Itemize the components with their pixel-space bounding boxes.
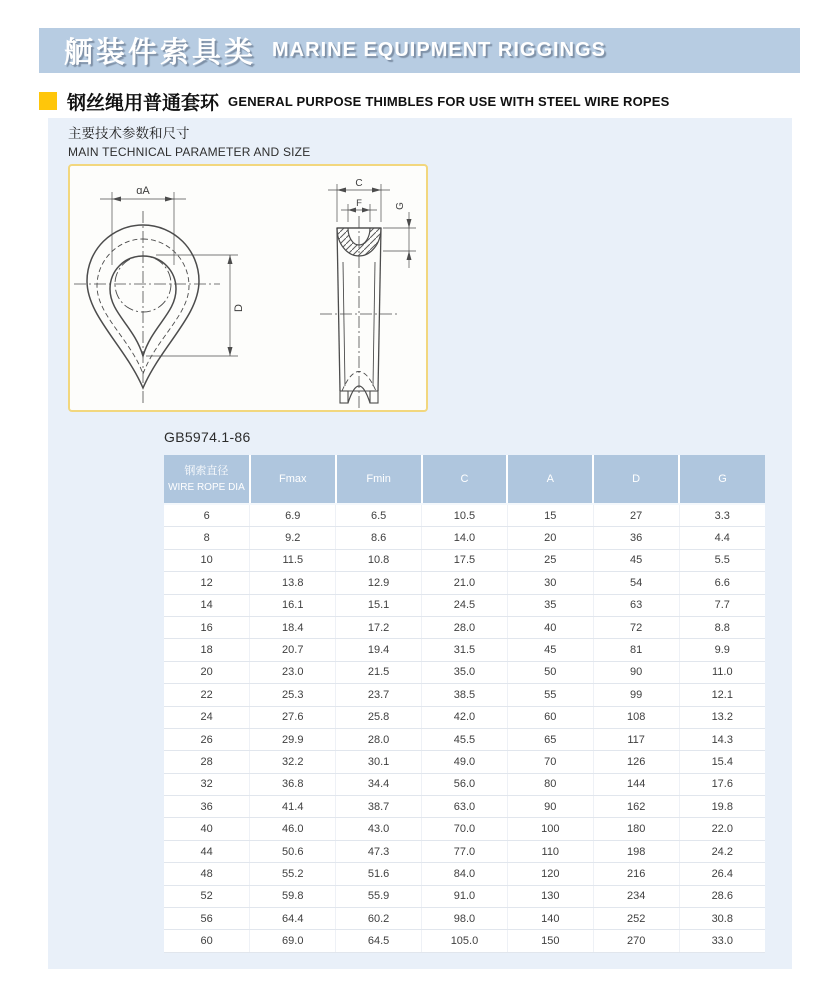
dim-label-aA: ɑA: [136, 185, 150, 197]
section-label-en: MAIN TECHNICAL PARAMETER AND SIZE: [68, 144, 311, 159]
table-cell: 14.3: [679, 728, 765, 750]
dim-label-F: F: [356, 198, 362, 209]
table-cell: 44: [164, 840, 250, 862]
table-cell: 30: [507, 572, 593, 594]
table-cell: 77.0: [422, 840, 508, 862]
table-cell: 22.0: [679, 818, 765, 840]
table-cell: 45: [593, 549, 679, 571]
table-cell: 32.2: [250, 751, 336, 773]
table-cell: 52: [164, 885, 250, 907]
table-cell: 10.5: [422, 504, 508, 527]
table-cell: 36.8: [250, 773, 336, 795]
table-cell: 25: [507, 549, 593, 571]
table-cell: 8.6: [336, 527, 422, 549]
table-cell: 22: [164, 684, 250, 706]
table-cell: 56.0: [422, 773, 508, 795]
table-cell: 6.6: [679, 572, 765, 594]
thimble-technical-drawing: [70, 166, 426, 410]
dim-label-G: G: [395, 202, 406, 210]
section-label-zh: 主要技术参数和尺寸: [68, 126, 190, 141]
table-row: [164, 930, 765, 952]
table-cell: 28.0: [336, 728, 422, 750]
table-cell: 5.5: [679, 549, 765, 571]
table-cell: 38.7: [336, 796, 422, 818]
table-cell: 27: [593, 504, 679, 527]
table-cell: 23.0: [250, 661, 336, 683]
table-row: [164, 818, 765, 840]
table-cell: 48: [164, 863, 250, 885]
table-cell: 15: [507, 504, 593, 527]
table-cell: 56: [164, 908, 250, 930]
table-cell: 20: [164, 661, 250, 683]
table-cell: 40: [164, 818, 250, 840]
table-cell: 26: [164, 728, 250, 750]
table-cell: 31.5: [422, 639, 508, 661]
table-cell: 10: [164, 549, 250, 571]
table-cell: 25.3: [250, 684, 336, 706]
table-cell: 55: [507, 684, 593, 706]
table-cell: 60.2: [336, 908, 422, 930]
section-label: [68, 126, 310, 160]
table-cell: 8.8: [679, 616, 765, 638]
table-cell: 20: [507, 527, 593, 549]
table-cell: 110: [507, 840, 593, 862]
table-cell: 117: [593, 728, 679, 750]
table-cell: 28: [164, 751, 250, 773]
table-cell: 63: [593, 594, 679, 616]
table-cell: 80: [507, 773, 593, 795]
table-cell: 43.0: [336, 818, 422, 840]
table-cell: 234: [593, 885, 679, 907]
table-cell: 12.1: [679, 684, 765, 706]
table-cell: 46.0: [250, 818, 336, 840]
table-cell: 72: [593, 616, 679, 638]
col-header-a: A: [507, 455, 593, 504]
table-cell: 15.4: [679, 751, 765, 773]
table-cell: 28.6: [679, 885, 765, 907]
table-row: [164, 639, 765, 661]
page-title-en: MARINE EQUIPMENT RIGGINGS: [272, 39, 606, 61]
table-cell: 21.0: [422, 572, 508, 594]
table-cell: 64.5: [336, 930, 422, 952]
table-cell: 60: [164, 930, 250, 952]
table-cell: 35.0: [422, 661, 508, 683]
table-cell: 29.9: [250, 728, 336, 750]
page-title-zh: 舾装件索具类: [64, 37, 257, 69]
table-row: [164, 885, 765, 907]
table-cell: 105.0: [422, 930, 508, 952]
table-cell: 60: [507, 706, 593, 728]
dim-label-D: D: [233, 304, 245, 312]
table-cell: 51.6: [336, 863, 422, 885]
table-cell: 18: [164, 639, 250, 661]
table-cell: 108: [593, 706, 679, 728]
table-cell: 47.3: [336, 840, 422, 862]
table-header-row: [164, 455, 765, 504]
table-cell: 12: [164, 572, 250, 594]
subtitle-en: GENERAL PURPOSE THIMBLES FOR USE WITH STEEL WIRE ROPES: [228, 93, 670, 109]
table-cell: 91.0: [422, 885, 508, 907]
table-row: [164, 728, 765, 750]
table-cell: 84.0: [422, 863, 508, 885]
table-cell: 270: [593, 930, 679, 952]
table-cell: 21.5: [336, 661, 422, 683]
table-cell: 9.9: [679, 639, 765, 661]
table-cell: 10.8: [336, 549, 422, 571]
header-band: [39, 28, 800, 73]
table-row: [164, 527, 765, 549]
table-row: [164, 572, 765, 594]
subtitle-zh: 钢丝绳用普通套环: [67, 92, 220, 114]
table-cell: 19.4: [336, 639, 422, 661]
table-row: [164, 684, 765, 706]
table-cell: 35: [507, 594, 593, 616]
parameters-table: [164, 455, 765, 953]
table-row: [164, 706, 765, 728]
yellow-bullet-icon: [39, 92, 57, 110]
table-cell: 42.0: [422, 706, 508, 728]
table-cell: 32: [164, 773, 250, 795]
table-cell: 24.5: [422, 594, 508, 616]
table-cell: 17.5: [422, 549, 508, 571]
table-cell: 15.1: [336, 594, 422, 616]
table-cell: 3.3: [679, 504, 765, 527]
content-panel: [48, 118, 792, 969]
table-cell: 198: [593, 840, 679, 862]
table-cell: 100: [507, 818, 593, 840]
col-header-c: C: [422, 455, 508, 504]
table-cell: 150: [507, 930, 593, 952]
table-row: [164, 549, 765, 571]
table-cell: 120: [507, 863, 593, 885]
table-row: [164, 594, 765, 616]
table-cell: 81: [593, 639, 679, 661]
table-cell: 7.7: [679, 594, 765, 616]
subtitle-row: [39, 90, 670, 112]
table-cell: 55.9: [336, 885, 422, 907]
table-cell: 16.1: [250, 594, 336, 616]
table-cell: 28.0: [422, 616, 508, 638]
table-cell: 69.0: [250, 930, 336, 952]
dim-label-C: C: [355, 178, 363, 189]
table-cell: 11.0: [679, 661, 765, 683]
table-cell: 36: [164, 796, 250, 818]
col-header-fmin: Fmin: [336, 455, 422, 504]
table-row: [164, 863, 765, 885]
table-cell: 50.6: [250, 840, 336, 862]
table-cell: 30.8: [679, 908, 765, 930]
table-cell: 13.8: [250, 572, 336, 594]
table-row: [164, 840, 765, 862]
table-cell: 63.0: [422, 796, 508, 818]
table-cell: 49.0: [422, 751, 508, 773]
table-cell: 24: [164, 706, 250, 728]
thimble-front-view: [74, 185, 245, 404]
table-cell: 140: [507, 908, 593, 930]
diagram-box: [68, 164, 428, 412]
table-cell: 14.0: [422, 527, 508, 549]
col-header-g: G: [679, 455, 765, 504]
col-header-d: D: [593, 455, 679, 504]
table-cell: 20.7: [250, 639, 336, 661]
table-cell: 90: [593, 661, 679, 683]
table-cell: 16: [164, 616, 250, 638]
table-cell: 45.5: [422, 728, 508, 750]
table-row: [164, 908, 765, 930]
table-cell: 11.5: [250, 549, 336, 571]
table-cell: 17.6: [679, 773, 765, 795]
table-cell: 98.0: [422, 908, 508, 930]
table-cell: 36: [593, 527, 679, 549]
table-row: [164, 751, 765, 773]
table-cell: 216: [593, 863, 679, 885]
table-cell: 50: [507, 661, 593, 683]
table-cell: 40: [507, 616, 593, 638]
table-cell: 64.4: [250, 908, 336, 930]
table-cell: 13.2: [679, 706, 765, 728]
table-cell: 162: [593, 796, 679, 818]
table-cell: 41.4: [250, 796, 336, 818]
table-cell: 8: [164, 527, 250, 549]
table-cell: 9.2: [250, 527, 336, 549]
table-cell: 14: [164, 594, 250, 616]
table-cell: 99: [593, 684, 679, 706]
table-cell: 26.4: [679, 863, 765, 885]
table-cell: 33.0: [679, 930, 765, 952]
table-row: [164, 616, 765, 638]
table-cell: 126: [593, 751, 679, 773]
table-cell: 24.2: [679, 840, 765, 862]
table-cell: 30.1: [336, 751, 422, 773]
table-row: [164, 504, 765, 527]
table-cell: 6: [164, 504, 250, 527]
table-cell: 6.9: [250, 504, 336, 527]
table-cell: 54: [593, 572, 679, 594]
table-cell: 59.8: [250, 885, 336, 907]
table-cell: 144: [593, 773, 679, 795]
table-cell: 17.2: [336, 616, 422, 638]
table-cell: 25.8: [336, 706, 422, 728]
table-cell: 34.4: [336, 773, 422, 795]
standard-label: GB5974.1-86: [164, 429, 251, 445]
thimble-section-view: [320, 178, 416, 408]
table-row: [164, 661, 765, 683]
col-header-wire-rope-dia: 钢索直径 WIRE ROPE DIA: [164, 455, 250, 504]
table-row: [164, 796, 765, 818]
table-cell: 19.8: [679, 796, 765, 818]
table-cell: 70: [507, 751, 593, 773]
table-cell: 180: [593, 818, 679, 840]
table-cell: 55.2: [250, 863, 336, 885]
table-cell: 4.4: [679, 527, 765, 549]
table-cell: 130: [507, 885, 593, 907]
table-cell: 65: [507, 728, 593, 750]
table-cell: 6.5: [336, 504, 422, 527]
table-cell: 27.6: [250, 706, 336, 728]
table-cell: 45: [507, 639, 593, 661]
table-cell: 12.9: [336, 572, 422, 594]
table-cell: 38.5: [422, 684, 508, 706]
table-cell: 23.7: [336, 684, 422, 706]
table-row: [164, 773, 765, 795]
table-cell: 70.0: [422, 818, 508, 840]
table-cell: 18.4: [250, 616, 336, 638]
table-cell: 90: [507, 796, 593, 818]
col-header-fmax: Fmax: [250, 455, 336, 504]
table-cell: 252: [593, 908, 679, 930]
